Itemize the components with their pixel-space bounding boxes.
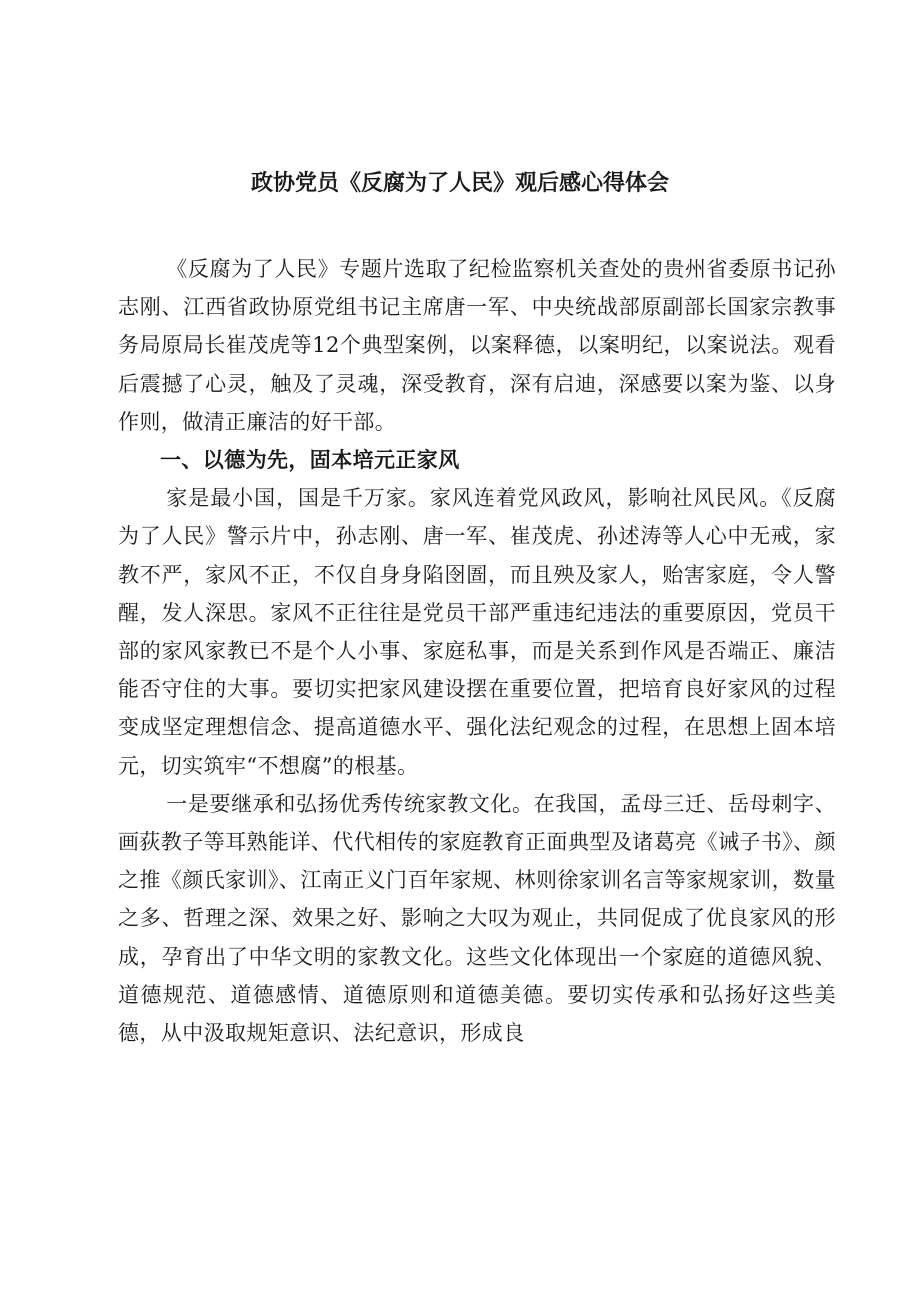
paragraph-intro: 《反腐为了人民》专题片选取了纪检监察机关查处的贵州省委原书记孙志刚、江西省政协原党组书记主席唐一军、中央统战部原副部长国家宗教事务局原局长崔茂虎等12个典型案例，以案释德，以案明纪，以案说法。观看后震撼了心灵，触及了灵魂，深受教育，深有启迪，深感要以案为鉴、以身作则，做清正廉洁的好干部。 (118, 257, 836, 434)
document-body (118, 250, 836, 1052)
section-heading-1: 一、以德为先，固本培元正家风 (160, 448, 460, 473)
paragraph-traditional-culture: 一是要继承和弘扬优秀传统家教文化。在我国，孟母三迁、岳母刺字、画荻教子等耳熟能详、代代相传的家庭教育正面典型及诸葛亮《诫子书》、颜之推《颜氏家训》、江南正义门百年家规、林则徐家训名言等家规家训，数量之多、哲理之深、效果之好、影响之大叹为观止，共同促成了优良家风的形成，孕育出了中华文明的家教文化。这些文化体现出一个家庭的道德风貌、道德规范、道德感情、道德原则和道德美德。要切实传承和弘扬好这些美德，从中汲取规矩意识、法纪意识，形成良 (118, 791, 836, 1046)
document-title: 政协党员《反腐为了人民》观后感心得体会 (250, 171, 669, 196)
paragraph-family-style: 家是最小国，国是千万家。家风连着党风政风，影响社风民风。《反腐为了人民》警示片中，孙志刚、唐一军、崔茂虎、孙述涛等人心中无戒，家教不严，家风不正，不仅自身身陷囹圄，而且殃及家人，贻害家庭，令人警醒，发人深思。家风不正往往是党员干部严重违纪违法的重要原因，党员干部的家风家教已不是个人小事、家庭私事，而是关系到作风是否端正、廉洁能否守住的大事。要切实把家风建设摆在重要位置，把培育良好家风的过程变成坚定理想信念、提高道德水平、强化法纪观念的过程，在思想上固本培元，切实筑牢“不想腐”的根基。 (118, 486, 836, 778)
